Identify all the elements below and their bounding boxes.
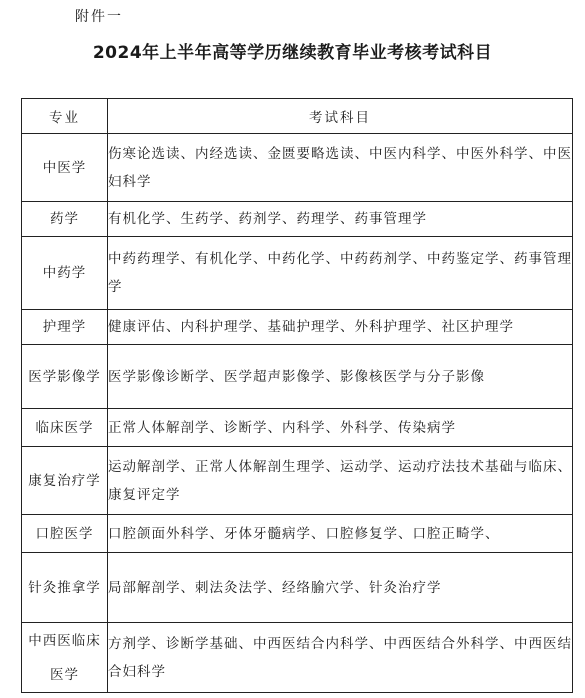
major-cell: 医学影像学 xyxy=(22,345,108,409)
major-cell: 护理学 xyxy=(22,310,108,345)
major-cell: 口腔医学 xyxy=(22,515,108,553)
table-row xyxy=(22,345,573,409)
table-row xyxy=(22,409,573,447)
table-row xyxy=(22,553,573,623)
courses-cell: 医学影像诊断学、医学超声影像学、影像核医学与分子影像 xyxy=(108,345,573,409)
courses-cell: 有机化学、生药学、药剂学、药理学、药事管理学 xyxy=(108,202,573,237)
table-row xyxy=(22,237,573,310)
major-cell: 临床医学 xyxy=(22,409,108,447)
courses-cell: 正常人体解剖学、诊断学、内科学、外科学、传染病学 xyxy=(108,409,573,447)
major-cell: 中西医临床医学 xyxy=(22,623,108,693)
major-cell: 针灸推拿学 xyxy=(22,553,108,623)
major-cell: 中药学 xyxy=(22,237,108,310)
header-major: 专业 xyxy=(22,99,108,134)
major-cell: 康复治疗学 xyxy=(22,447,108,515)
courses-cell: 局部解剖学、刺法灸法学、经络腧穴学、针灸治疗学 xyxy=(108,553,573,623)
courses-cell: 健康评估、内科护理学、基础护理学、外科护理学、社区护理学 xyxy=(108,310,573,345)
table-row xyxy=(22,202,573,237)
header-courses: 考试科目 xyxy=(108,99,573,134)
major-cell: 药学 xyxy=(22,202,108,237)
table-row xyxy=(22,447,573,515)
courses-cell: 方剂学、诊断学基础、中西医结合内科学、中西医结合外科学、中西医结合妇科学 xyxy=(108,623,573,693)
table-row xyxy=(22,134,573,202)
table-row xyxy=(22,515,573,553)
major-cell: 中医学 xyxy=(22,134,108,202)
courses-cell: 运动解剖学、正常人体解剖生理学、运动学、运动疗法技术基础与临床、康复评定学 xyxy=(108,447,573,515)
document-title: 2024年上半年高等学历继续教育毕业考核考试科目 xyxy=(92,43,493,63)
exam-subjects-table xyxy=(21,98,573,693)
table-row xyxy=(22,623,573,693)
courses-cell: 口腔颌面外科学、牙体牙髓病学、口腔修复学、口腔正畸学、 xyxy=(108,515,573,553)
table-row xyxy=(22,310,573,345)
courses-cell: 伤寒论选读、内经选读、金匮要略选读、中医内科学、中医外科学、中医妇科学 xyxy=(108,134,573,202)
table-header-row xyxy=(22,99,573,134)
courses-cell: 中药药理学、有机化学、中药化学、中药药剂学、中药鉴定学、药事管理学 xyxy=(108,237,573,310)
attachment-label: 附件一 xyxy=(75,9,123,25)
